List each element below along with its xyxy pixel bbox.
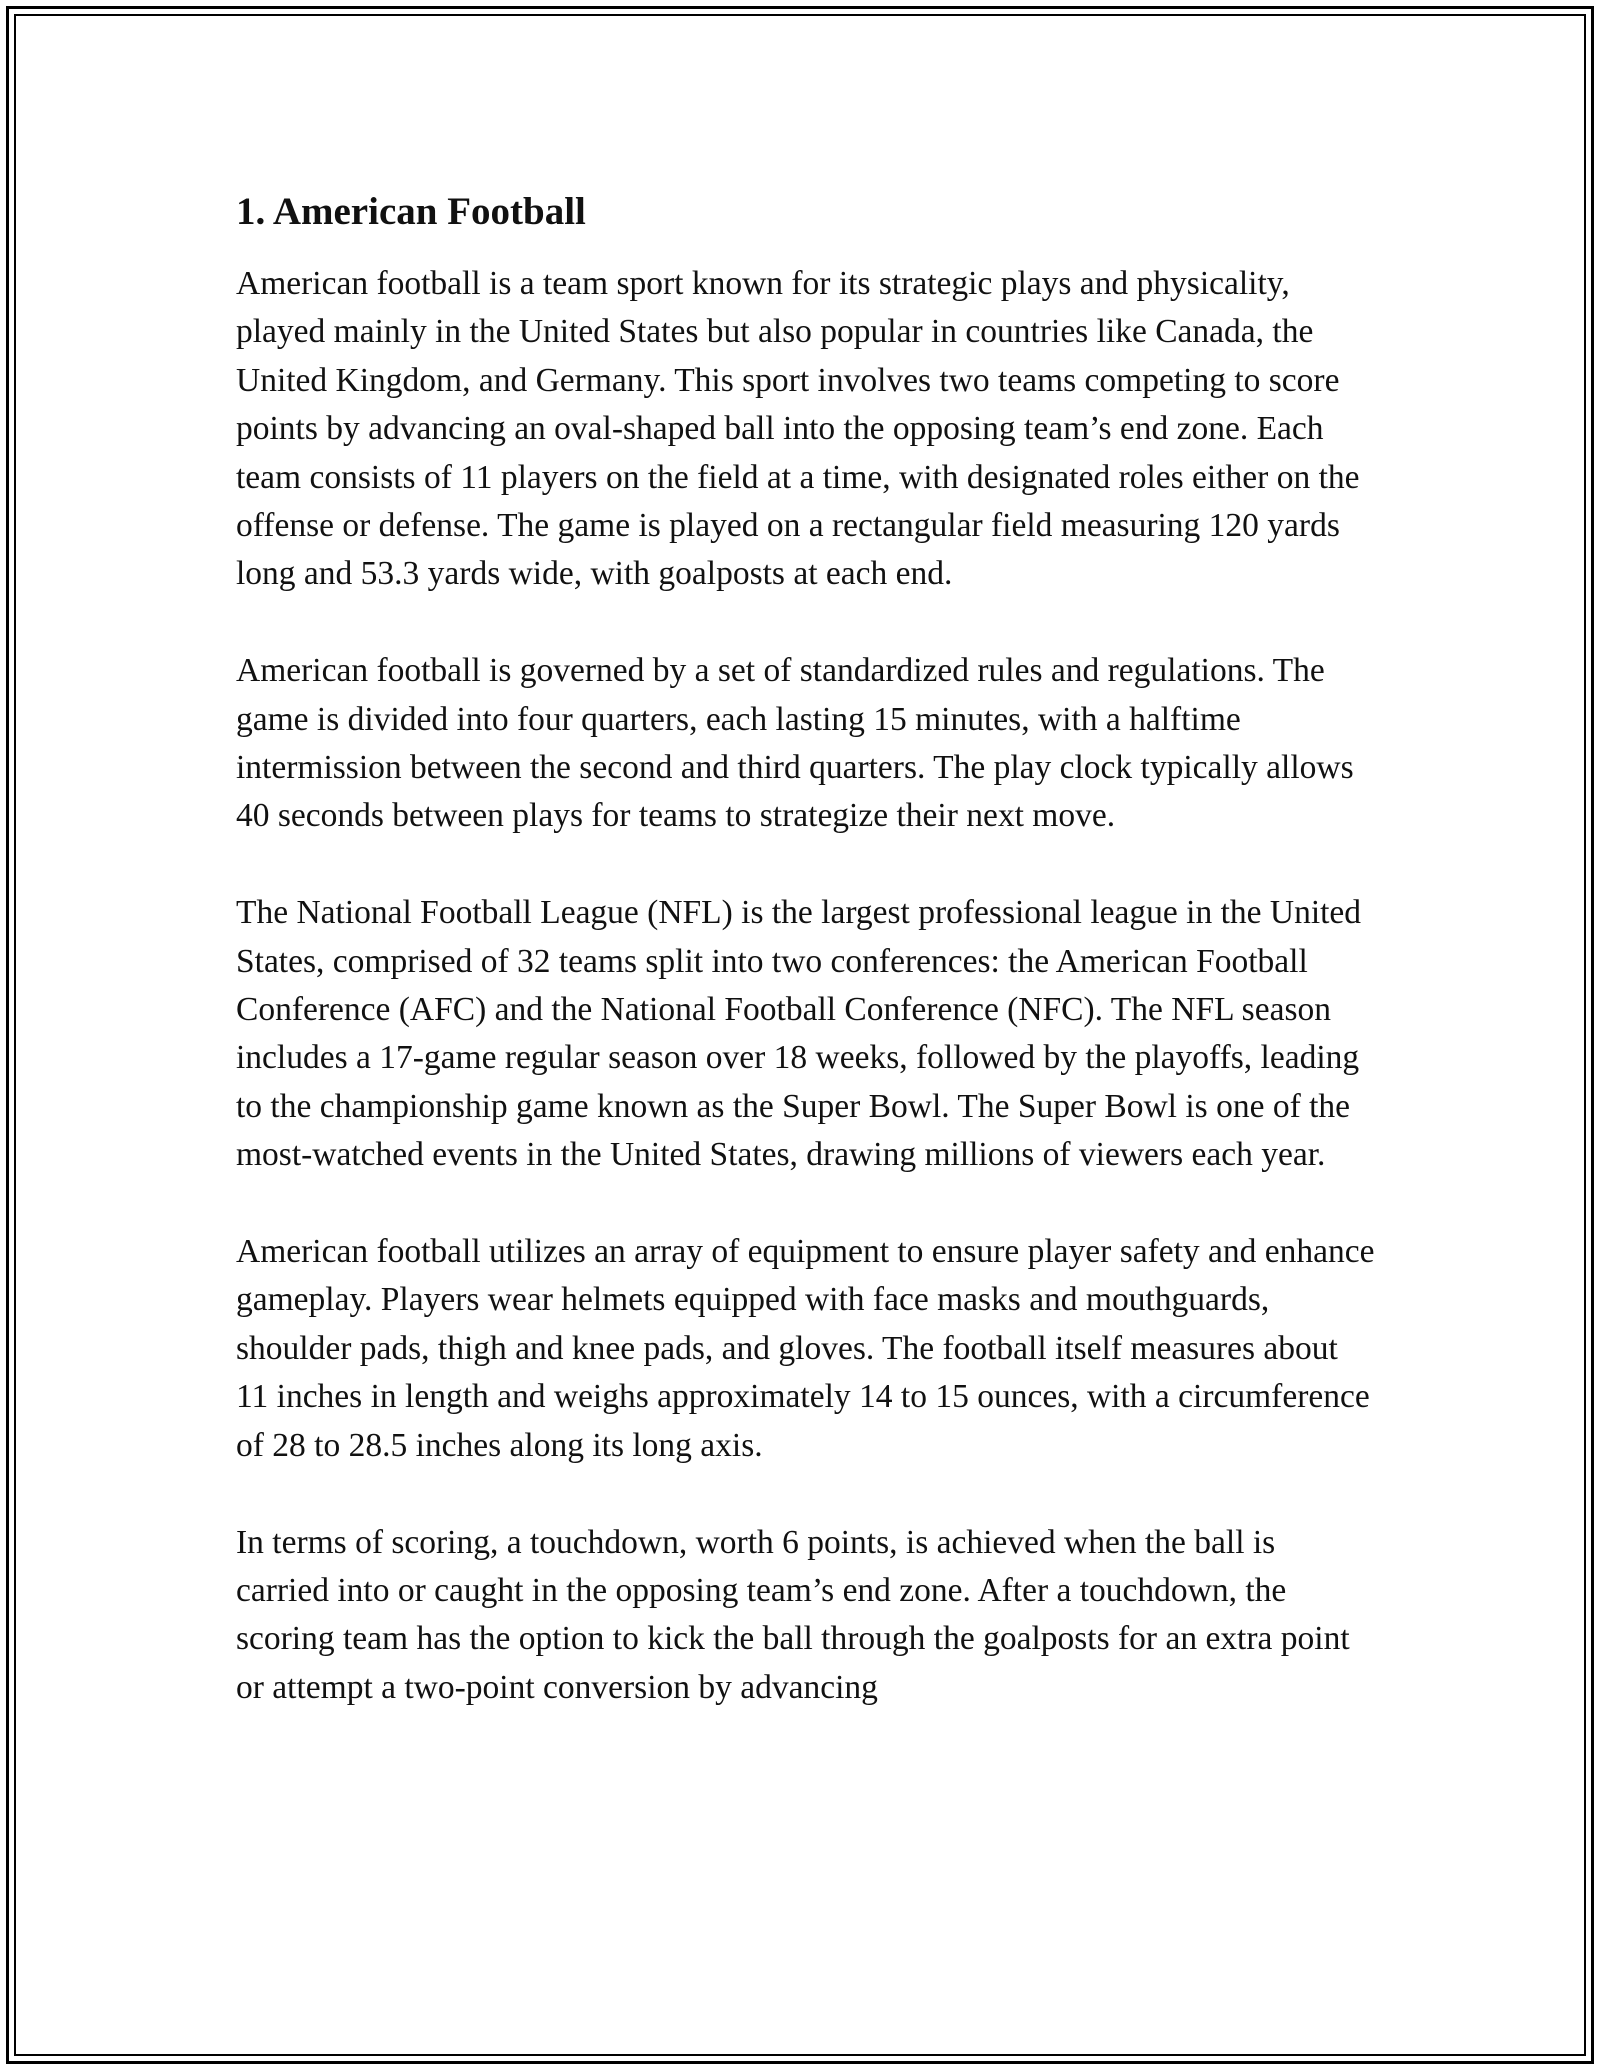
paragraph-scoring: In terms of scoring, a touchdown, worth 6 points, is achieved when the ball is carried into or caught in the opposing team’s end zone. After a touchdown, the scoring team has the option to kick the ball through the goalposts for an extra point or attempt a two-point conversion by advancing [236, 1523, 1350, 1706]
paragraph-overview: American football is a team sport known for its strategic plays and physicality, played mainly in the United States but also popular in countries like Canada, the United Kingdom, and Germany. This sport involves two teams competing to score points by advancing an oval-shaped ball into the opposing team’s end zone. Each team consists of 11 players on the field at a time, with designated roles either on the offense or defense. The game is played on a rectangular field measuring 120 yards long and 53.3 yards wide, with goalposts at each end. [236, 265, 1360, 593]
paragraph-nfl: The National Football League (NFL) is the largest professional league in the United States, comprised of 32 teams split into two conferences: the American Football Conference (AFC) and the National Football Conference (NFC). The NFL season includes a 17-game regular season over 18 weeks, followed by the playoffs, leading to the championship game known as the Super Bowl. The Super Bowl is one of the most-watched events in the United States, drawing millions of viewers each year. [236, 894, 1362, 1174]
section-heading: 1. American Football [236, 190, 586, 233]
paragraph-rules: American football is governed by a set of standardized rules and regulations. The game is divided into four quarters, each lasting 15 minutes, with a halftime intermission between the second and third quarters. The play clock typically allows 40 seconds between plays for teams to strategize their next move. [236, 652, 1354, 835]
paragraph-equipment: American football utilizes an array of equipment to ensure player safety and enhance gameplay. Players wear helmets equipped with face masks and mouthguards, shoulder pads, thigh and knee pads, and gloves. The football itself measures about 11 inches in length and weighs approximately 14 to 15 ounces, with a circumference of 28 to 28.5 inches along its long axis. [236, 1233, 1375, 1464]
document-body [236, 186, 1376, 1761]
